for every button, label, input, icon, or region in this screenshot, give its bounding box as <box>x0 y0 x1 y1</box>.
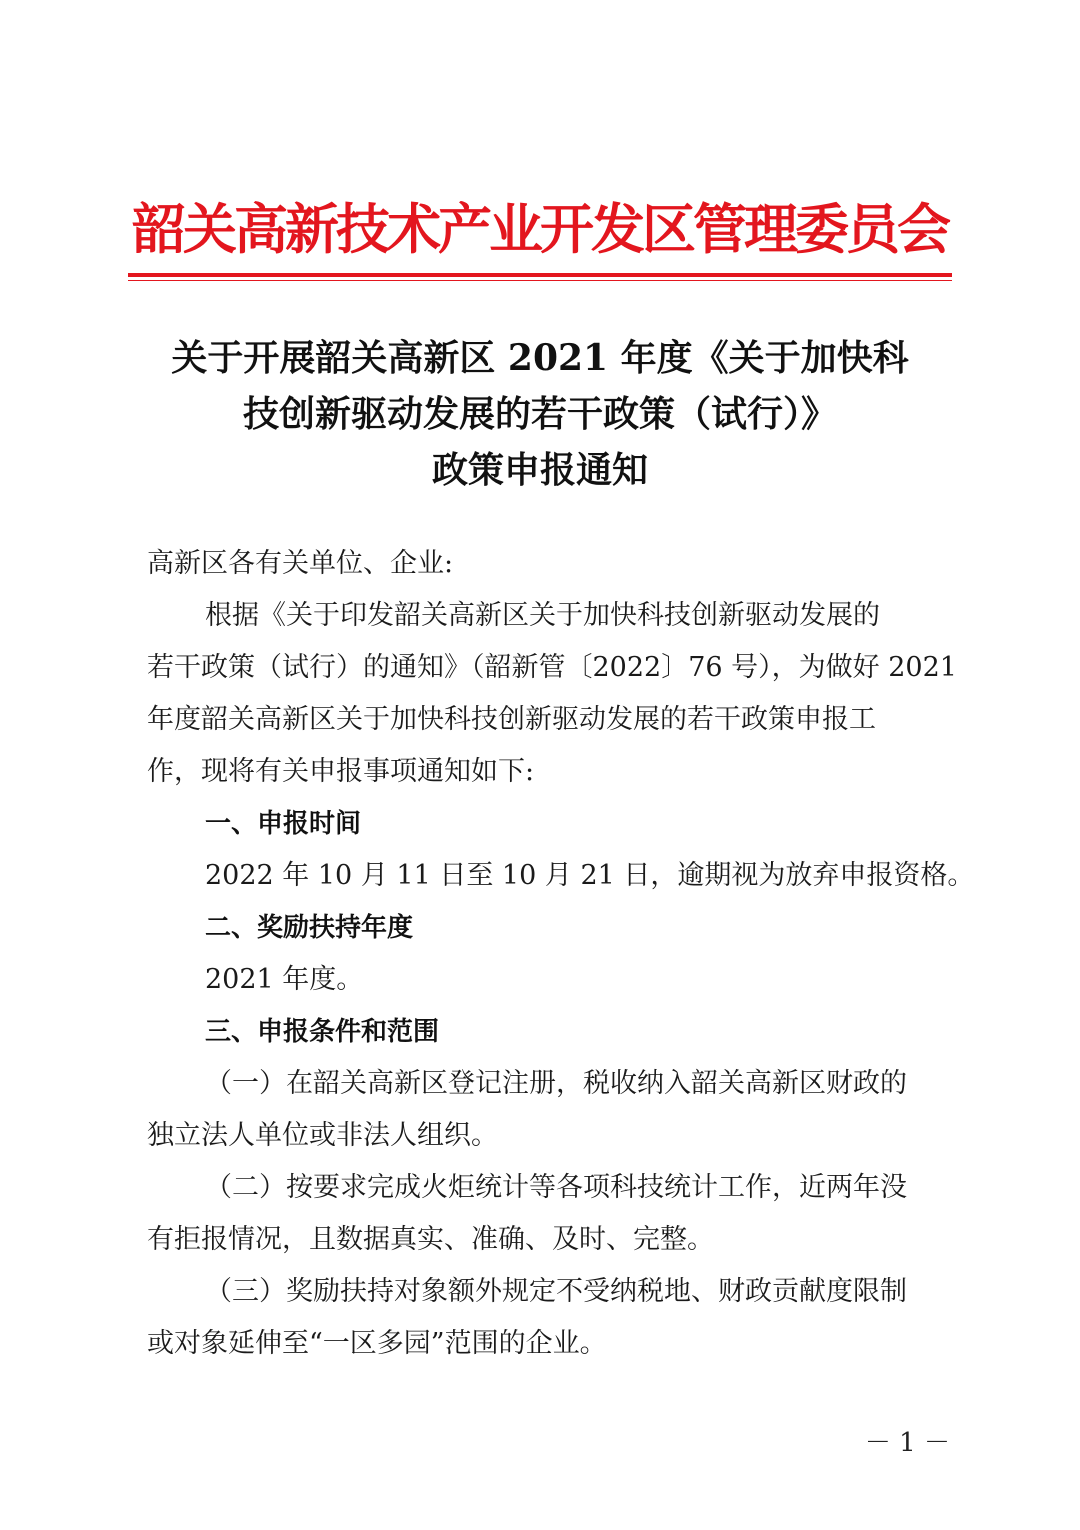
section-heading-time: 一、申报时间 <box>205 809 362 839</box>
intro-line: 作，现将有关申报事项通知如下: <box>147 756 535 787</box>
salutation <box>147 538 947 590</box>
condition-line: （三）奖励扶持对象额外规定不受纳税地、财政贡献度限制 <box>205 1276 907 1307</box>
page-number: － 1 － <box>864 1428 950 1458</box>
masthead-red-rule <box>128 273 952 277</box>
document-title-line: 技创新驱动发展的若干政策（试行）》 <box>242 393 837 435</box>
section-heading-conditions: 三、申报条件和范围 <box>205 1017 440 1047</box>
condition-line: 独立法人单位或非法人组织。 <box>147 1120 498 1151</box>
document-title-line: 关于开展韶关高新区 2021 年度《关于加快科 <box>171 337 909 379</box>
condition-line: 有拒报情况，且数据真实、准确、及时、完整。 <box>147 1224 714 1255</box>
document-title <box>120 330 960 498</box>
section-body-time <box>147 850 975 902</box>
section-line: 2021 年度。 <box>205 964 364 995</box>
condition-item <box>147 1162 947 1266</box>
intro-line: 根据《关于印发韶关高新区关于加快科技创新驱动发展的 <box>205 600 880 631</box>
masthead-red-rule-thin <box>128 280 952 281</box>
document-body <box>147 538 975 1370</box>
section-heading-year: 二、奖励扶持年度 <box>205 913 414 943</box>
condition-line: （一）在韶关高新区登记注册，税收纳入韶关高新区财政的 <box>205 1068 907 1099</box>
section-body-year <box>147 954 947 1006</box>
condition-item <box>147 1058 947 1162</box>
intro-line: 若干政策（试行）的通知》（韶新管〔2022〕76 号），为做好 2021 <box>147 652 957 683</box>
condition-item <box>147 1266 947 1370</box>
salutation-line: 高新区各有关单位、企业: <box>147 548 454 579</box>
section-line: 2022 年 10 月 11 日至 10 月 21 日，逾期视为放弃申报资格。 <box>205 860 975 891</box>
condition-line: 或对象延伸至“一区多园”范围的企业。 <box>147 1328 607 1359</box>
intro-line: 年度韶关高新区关于加快科技创新驱动发展的若干政策申报工 <box>147 704 876 735</box>
intro-paragraph <box>147 590 957 798</box>
masthead-title: 韶关高新技术产业开发区管理委员会 <box>132 198 948 261</box>
document-title-line: 政策申报通知 <box>431 449 648 491</box>
condition-line: （二）按要求完成火炬统计等各项科技统计工作，近两年没 <box>205 1172 907 1203</box>
